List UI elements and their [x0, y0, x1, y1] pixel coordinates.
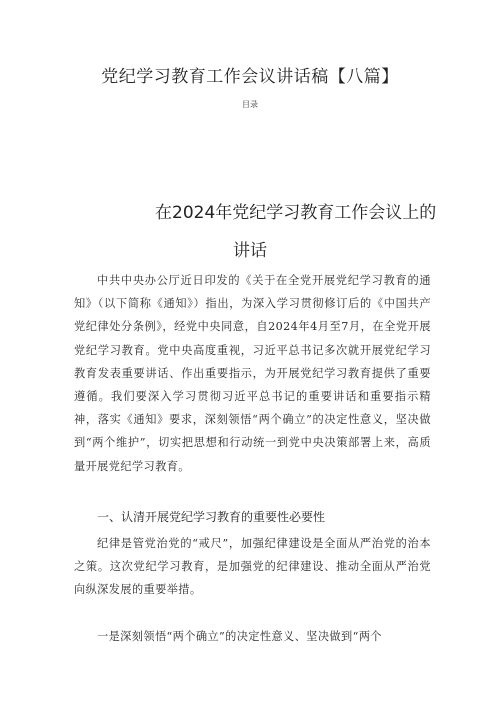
paragraph-3: 一是深刻领悟“两个确立”的决定性意义、坚决做到“两个 [97, 630, 382, 643]
paragraph-2: 纪律是管党治党的“戒尺”，加强纪律建设是全面从严治党的治本之策。这次党纪学习教育，是加强党的纪律建设、推动全面从严治党向纵深发展的重要举措。 [74, 537, 431, 597]
document-title: 党纪学习教育工作会议讲话稿【八篇】 [101, 67, 399, 87]
section-title-line-2: 讲话 [233, 241, 267, 261]
toc-label: 目录 [242, 100, 258, 109]
section-title-line-1: 在2024年党纪学习教育工作会议上的 [155, 203, 437, 223]
paragraph-1: 中共中央办公厅近日印发的《关于在全党开展党纪学习教育的通知》（以下简称《通知》）指出，为深入学习贯彻修订后的《中国共产党纪律处分条例》，经党中央同意，自2024年4月至7月，在全党开展党纪学习教育。党中央高度重视，习近平总书记多次就开展党纪学习教育发表重要讲话、作出重要指示，为开展党纪学习教育提供了重要遵循。我们要深入学习贯彻习近平总书记的重要讲话和重要指示精神，落实《通知》要求，深刻领悟“两个确立”的决定性意义，坚决做到“两个维护”，切实把思想和行动统一到党中央决策部署上来，高质量开展党纪学习教育。 [74, 274, 431, 473]
section-heading-1: 一、认清开展党纪学习教育的重要性必要性 [97, 510, 326, 524]
